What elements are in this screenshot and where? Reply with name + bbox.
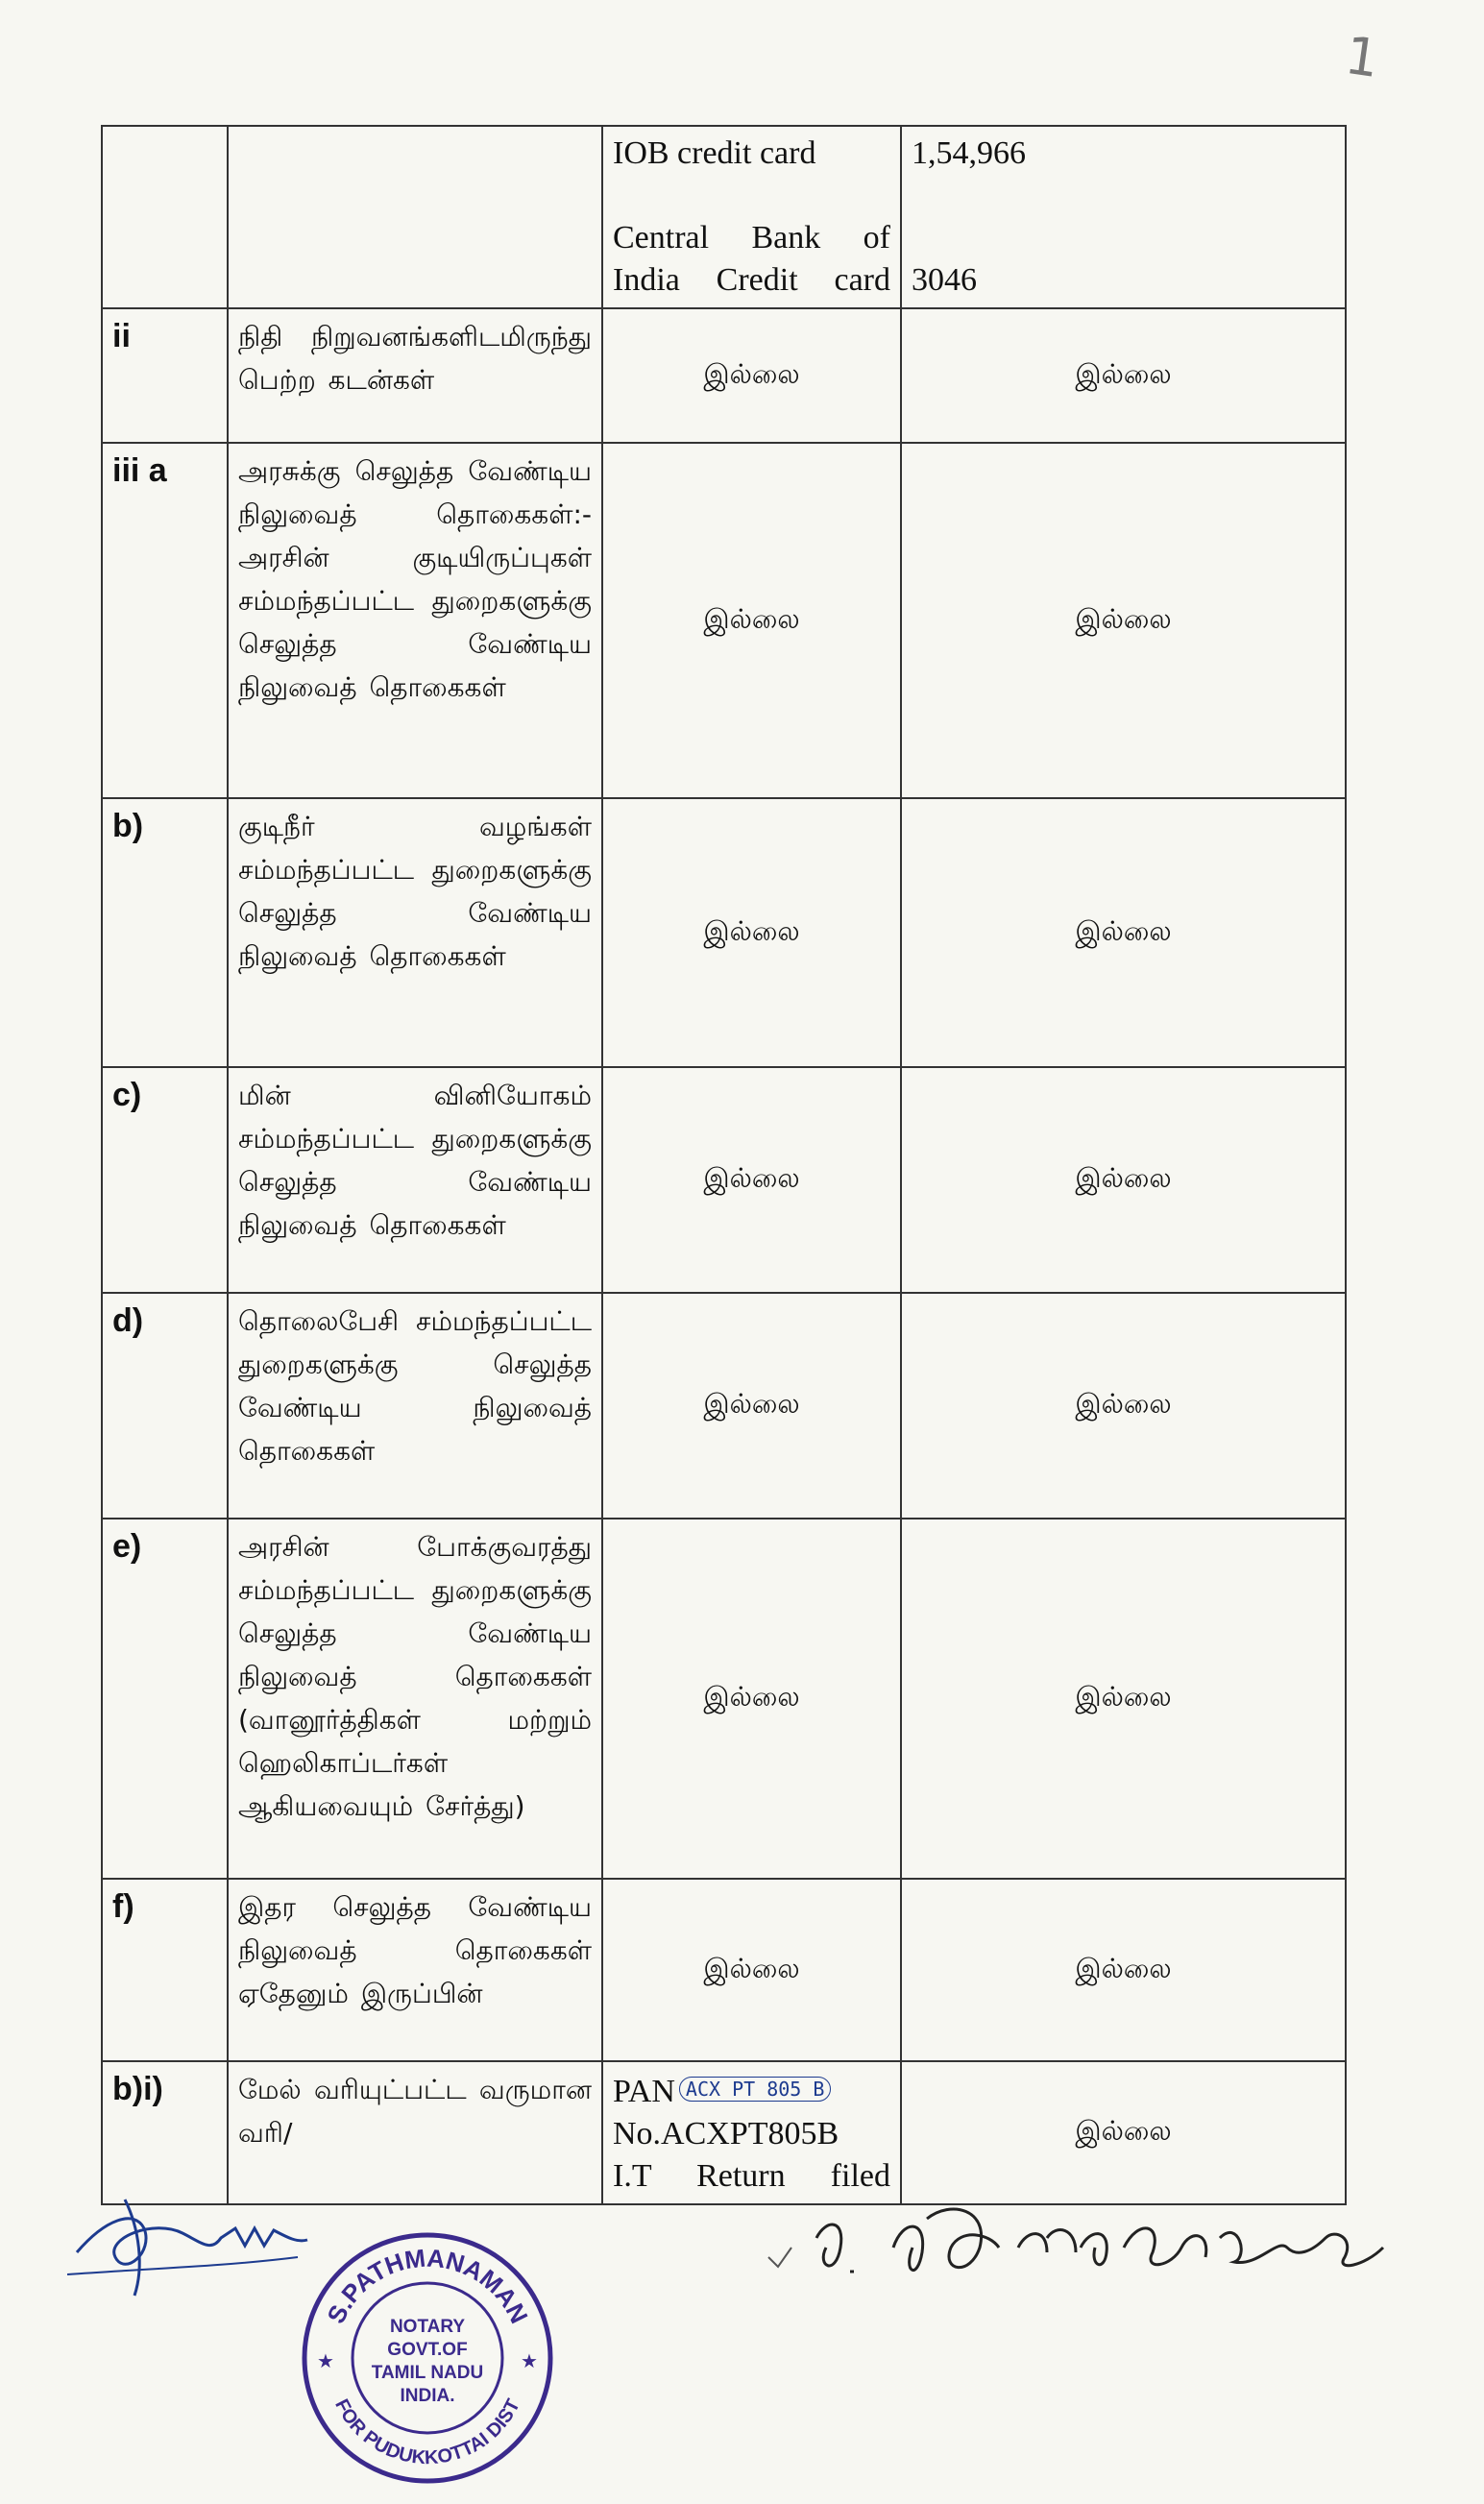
stamp-star-left: ★ — [317, 2349, 334, 2372]
stamp-district: FOR PUDUKKOTTAI DIST — [330, 2395, 524, 2469]
table-row — [102, 443, 1346, 798]
row-value-col4: இல்லை — [901, 308, 1346, 443]
credit-card-names — [602, 126, 901, 308]
row-value-col4: இல்லை — [901, 1879, 1346, 2061]
stamp-name: S.PATHMANAMAN — [321, 2243, 534, 2328]
row-value-col4: இல்லை — [901, 798, 1346, 1067]
pan-label-line — [613, 2068, 890, 2113]
pan-number: No.ACXPT805B — [613, 2116, 839, 2151]
stamp-line-4: INDIA. — [400, 2386, 455, 2406]
row-value-col3: இல்லை — [602, 308, 901, 443]
credit-card-amount-1: 1,54,966 — [912, 135, 1026, 171]
row-value-col4: இல்லை — [901, 2061, 1346, 2204]
stamp-star-right: ★ — [521, 2349, 538, 2372]
row-description: மின் வினியோகம் சம்மந்தப்பட்ட துறைகளுக்கு செலுத்த வேண்டிய நிலுவைத் தொகைகள் — [228, 1067, 602, 1293]
credit-card-1: IOB credit card — [613, 135, 816, 171]
signature-left — [67, 2161, 317, 2305]
credit-card-2: Central Bank of India Credit card — [613, 220, 890, 298]
row-description: தொலைபேசி சம்மந்தப்பட்ட துறைகளுக்கு செலுத்த வேண்டிய நிலுவைத் தொகைகள் — [228, 1293, 602, 1519]
stamp-line-1: NOTARY — [389, 2317, 466, 2337]
row-number — [102, 443, 228, 798]
row-number: e) — [102, 1519, 228, 1879]
row-number: f) — [102, 1879, 228, 2061]
row-description — [228, 126, 602, 308]
row-value-col3: இல்லை — [602, 1293, 901, 1519]
credit-card-amount-2: 3046 — [912, 262, 977, 298]
handwritten-pan-annotation: ACX PT 805 B — [679, 2077, 832, 2102]
credit-card-amounts — [901, 126, 1346, 308]
it-return-status: I.T Return filed — [613, 2158, 890, 2194]
row-value-col4: இல்லை — [901, 1519, 1346, 1879]
page-number-mark: 1 — [1341, 24, 1383, 90]
row-value-col4: இல்லை — [901, 1067, 1346, 1293]
pan-label: PAN — [613, 2074, 675, 2109]
table-row — [102, 1293, 1346, 1519]
table-row — [102, 308, 1346, 443]
row-value-col3: இல்லை — [602, 443, 901, 798]
signature-right — [759, 2180, 1412, 2315]
row-number: b) — [102, 798, 228, 1067]
row-value-col4: இல்லை — [901, 1293, 1346, 1519]
row-value-col3: இல்லை — [602, 1067, 901, 1293]
row-value-col3: இல்லை — [602, 798, 901, 1067]
row-number: ii — [102, 308, 228, 443]
stamp-line-2: GOVT.OF — [387, 2340, 468, 2360]
row-description: இதர செலுத்த வேண்டிய நிலுவைத் தொகைகள் ஏதேனும் இருப்பின் — [228, 1879, 602, 2061]
row-description: குடிநீர் வழங்கள் சம்மந்தப்பட்ட துறைகளுக்கு செலுத்த வேண்டிய நிலுவைத் தொகைகள் — [228, 798, 602, 1067]
row-number: d) — [102, 1293, 228, 1519]
table-row — [102, 798, 1346, 1067]
table-row — [102, 1519, 1346, 1879]
row-description: மேல் வரியுட்பட்ட வருமான வரி/ — [228, 2061, 602, 2204]
row-description: நிதி நிறுவனங்களிடமிருந்து பெற்ற கடன்கள் — [228, 308, 602, 443]
table-row — [102, 126, 1346, 308]
row-number — [102, 126, 228, 308]
row-description: அரசின் போக்குவரத்து சம்மந்தப்பட்ட துறைகளுக்கு செலுத்த வேண்டிய நிலுவைத் தொகைகள் (வானூர்த்திகள் மற்றும் ஹெலிகாப்டர்கள் ஆகியவையும் சேர்த்து) — [228, 1519, 602, 1879]
stamp-line-3: TAMIL NADU — [371, 2363, 484, 2383]
row-number: c) — [102, 1067, 228, 1293]
affidavit-liabilities-table — [101, 125, 1347, 2205]
row-value-col3: இல்லை — [602, 1519, 901, 1879]
table-row — [102, 1879, 1346, 2061]
notary-stamp — [298, 2228, 557, 2488]
row-value-col4: இல்லை — [901, 443, 1346, 798]
row-number-text: iii a — [112, 452, 167, 489]
row-number: b)i) — [102, 2061, 228, 2204]
row-description: அரசுக்கு செலுத்த வேண்டிய நிலுவைத் தொகைகள்:- அரசின் குடியிருப்புகள் சம்மந்தப்பட்ட துறைகளுக்கு செலுத்த வேண்டிய நிலுவைத் தொகைகள் — [228, 443, 602, 798]
row-value-col3: இல்லை — [602, 1879, 901, 2061]
table-row — [102, 1067, 1346, 1293]
